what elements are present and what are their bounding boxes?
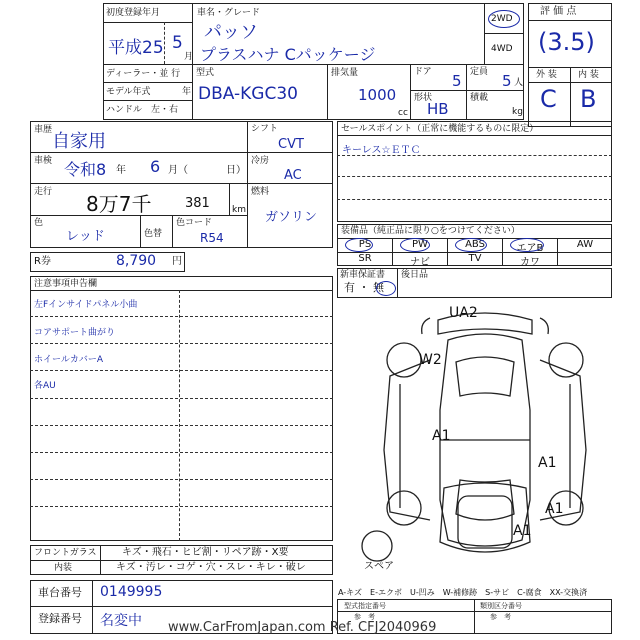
capacity: 5 [502,72,512,90]
equip-navi: ナビ [410,257,430,268]
exterior-grade: C [540,85,557,113]
equip-aw: AW [576,239,594,250]
later-label: 後日品 [401,270,429,280]
mark-ua2: UA2 [449,305,478,321]
mark-w2: W2 [419,352,442,368]
recycle-box [30,252,185,272]
sales-points-box [337,121,612,222]
fuel-label: 燃料 [251,187,270,197]
color-code: R54 [200,231,224,245]
drive-2wd: 2WD [491,14,513,24]
month-unit: 月 [184,52,194,62]
equip-sr: SR [358,253,372,264]
model-year-label: モデル年式 [106,87,151,97]
ref-label-2: 参 考 [490,613,511,621]
damage-legend: A-キズ E-エクボ U-凹み W-補修跡 S-サビ C-腐食 XX-交換済 [338,588,588,597]
km-unit: km [232,205,246,215]
spare-label: スペア [364,561,394,572]
mileage-label: 走行 [34,187,53,197]
windshield-label: フロントガラス [34,548,97,558]
sales-point-item: キーレス☆ＥＴＣ [342,145,421,156]
grade: プラスハナ Cパッケージ [200,45,376,64]
score: (3.5) [538,28,595,56]
chassis-no: 0149995 [100,584,163,600]
recycle-label: R券 [34,256,51,267]
shift: CVT [278,137,304,152]
shape-label: 形状 [414,93,433,103]
equip-airbag: エアB [516,243,544,254]
doors: 5 [452,72,462,90]
warranty-label: 新車保証書 [340,270,386,280]
ac-label: 冷房 [251,156,270,166]
interior-cond-label: 内装 [54,563,73,573]
color: レッド [66,229,105,244]
ac: AC [284,168,302,183]
first-reg-label: 初度登録年月 [106,8,161,18]
interior-grade: B [580,85,597,113]
interior-label: 内 装 [578,70,599,80]
inspection-era: 令和8 [64,160,107,179]
form-label: 型式指定番号 [344,602,386,610]
grade-label: 評 価 点 [540,6,577,17]
ref-label-1: 参 考 [354,613,375,621]
inspection-month-unit: 月（ [168,165,188,176]
chassis-label: 車台番号 [38,586,82,599]
car-diagram [360,300,610,590]
warranty-value: 有 ・ 無 [344,281,384,294]
reg-label: 登録番号 [38,612,82,625]
equip-tv: TV [468,253,482,264]
mark-a1-rear: A1 [513,523,532,539]
color-code-label: 色コード [176,218,213,228]
equip-ps: PS [358,239,372,250]
usage-label: 車歴 [34,125,53,135]
car-name-label: 車名・グレード [197,8,261,18]
usage: 自家用 [52,131,106,152]
inspection-label: 車検 [34,156,53,166]
note-item-3: ホイールカバーA [34,355,103,365]
persons-unit: 人 [514,78,524,88]
recycle-fee: 8,790 [116,253,157,269]
car-name: パッソ [204,22,258,43]
displacement: 1000 [358,86,397,104]
load-label: 積載 [470,93,489,103]
shift-label: シフト [251,124,279,134]
model-label: 型式 [196,68,215,78]
mark-a1-rear-right: A1 [545,501,564,517]
model-code: DBA-KGC30 [198,84,298,104]
capacity-label: 定員 [470,67,489,77]
color-change-label: 色替 [144,229,163,239]
yen-unit: 円 [172,256,182,267]
year-unit: 年 [182,87,192,97]
displacement-label: 排気量 [331,68,359,78]
windshield-options: キズ・飛石・ヒビ割・リペア跡・X要 [122,547,289,558]
handle-label: ハンドル 左・右 [106,105,179,115]
fuel: ガソリン [265,210,318,225]
cc-unit: cc [398,108,408,118]
sales-points-label: セールスポイント（正常に機能するものに限定） [341,124,539,134]
inspection-year-unit: 年 [116,165,126,176]
door-label: ドア [414,67,432,77]
class-label: 類別区分番号 [480,602,522,610]
mileage: 8万7千 [86,192,152,216]
color-label: 色 [34,218,44,228]
dealer-label: ディーラー・並 行 [106,69,181,79]
equip-pw: PW [412,239,428,250]
mileage-small: 381 [185,196,210,211]
first-reg-era: 平成25 [108,38,164,58]
equipment-label: 装備品（純正品に限り○をつけてください） [341,226,520,236]
watermark: www.CarFromJapan.com Ref. CFJ2040969 [168,620,437,635]
shape: HB [427,100,449,118]
interior-options: キズ・汚レ・コゲ・穴・スレ・キレ・破レ [116,562,306,573]
first-reg-month: 5 [172,33,183,53]
note-item-2: コアサポート曲がり [34,328,116,338]
equip-abs: ABS [465,239,485,250]
notes-label: 注意事項申告欄 [34,279,98,289]
exterior-label: 外 装 [536,70,557,80]
inspection-day-unit: 日） [226,165,246,176]
note-item-4: 各AU [34,381,56,391]
note-item-1: 左Fインサイドパネル小曲 [34,300,138,310]
reg-no: 名変中 [100,613,142,629]
kg-unit: kg [512,107,523,117]
mark-a1-right: A1 [538,455,557,471]
inspection-month: 6 [150,157,161,176]
mark-a1-left: A1 [432,428,451,444]
equip-leather: カワ [520,257,540,268]
drive-4wd: 4WD [491,44,513,54]
